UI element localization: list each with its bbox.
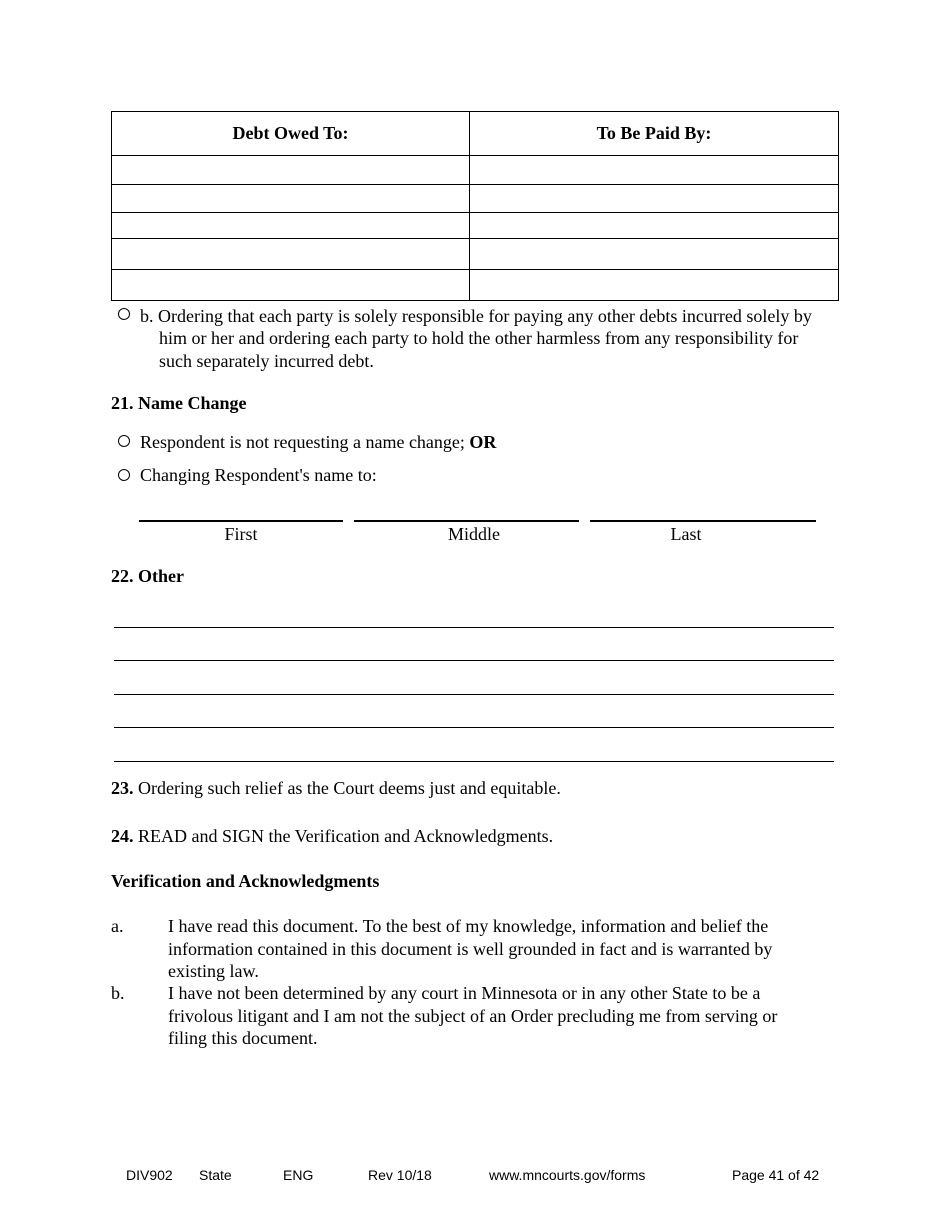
option-b-text-cont: such separately incurred debt. — [159, 351, 374, 371]
verification-item-marker: b. — [111, 983, 125, 1003]
to-be-paid-by-cell[interactable] — [470, 213, 839, 239]
to-be-paid-by-header: To Be Paid By: — [470, 112, 839, 156]
footer-form-id: DIV902 — [126, 1167, 173, 1183]
footer-jurisdiction: State — [199, 1167, 232, 1183]
debt-table — [111, 111, 839, 301]
debt-owed-to-cell[interactable] — [112, 185, 470, 213]
other-line[interactable] — [114, 627, 834, 628]
section-24-text: READ and SIGN the Verification and Acknowledgments. — [138, 826, 554, 846]
debt-owed-to-cell[interactable] — [112, 239, 470, 270]
verification-line: filing this document. — [168, 1028, 318, 1048]
last-name-line[interactable] — [590, 520, 816, 522]
verification-item-text — [168, 915, 772, 983]
to-be-paid-by-cell[interactable] — [470, 156, 839, 185]
other-line[interactable] — [114, 727, 834, 728]
to-be-paid-by-cell[interactable] — [470, 270, 839, 301]
verification-line: frivolous litigant and I am not the subject of an Order precluding me from serving or — [168, 1005, 778, 1026]
footer-revision: Rev 10/18 — [368, 1167, 432, 1183]
other-line[interactable] — [114, 694, 834, 695]
verification-item-text — [168, 982, 777, 1050]
debt-owed-to-cell[interactable] — [112, 213, 470, 239]
last-name-label: Last — [670, 524, 702, 544]
to-be-paid-by-cell[interactable] — [470, 185, 839, 213]
footer-url[interactable]: www.mncourts.gov/forms — [489, 1167, 646, 1183]
first-name-label: First — [224, 524, 258, 544]
change-name-label: Changing Respondent's name to: — [140, 465, 377, 485]
middle-name-label: Middle — [448, 524, 500, 544]
option-b-text-cont: him or her and ordering each party to hold the other harmless from any responsibility for — [159, 328, 799, 348]
section-23 — [111, 777, 561, 800]
verification-heading: Verification and Acknowledgments — [111, 871, 380, 891]
section-24-number: 24. — [111, 826, 134, 846]
or-label: OR — [469, 432, 497, 452]
section-23-number: 23. — [111, 778, 134, 798]
to-be-paid-by-cell[interactable] — [470, 239, 839, 270]
footer-page-number: Page 41 of 42 — [732, 1167, 820, 1183]
option-b-text: b. Ordering that each party is solely responsible for paying any other debts incurred solely by — [140, 306, 812, 326]
no-name-change-option — [140, 431, 496, 454]
section-22-heading: 22. Other — [111, 566, 184, 586]
verification-item-marker: a. — [111, 916, 124, 936]
debt-owed-to-cell[interactable] — [112, 270, 470, 301]
middle-name-line[interactable] — [354, 520, 579, 522]
other-line[interactable] — [114, 761, 834, 762]
verification-line: information contained in this document is well grounded in fact and is warranted by — [168, 938, 773, 959]
section-24 — [111, 825, 553, 848]
other-line[interactable] — [114, 660, 834, 661]
section-21-heading: 21. Name Change — [111, 393, 247, 413]
section-23-text: Ordering such relief as the Court deems just and equitable. — [138, 778, 561, 798]
verification-line: I have not been determined by any court in Minnesota or in any other State to be a — [168, 983, 761, 1003]
debt-owed-to-cell[interactable] — [112, 156, 470, 185]
verification-line: existing law. — [168, 961, 259, 981]
footer-language: ENG — [283, 1167, 314, 1183]
change-name-radio[interactable] — [118, 469, 130, 481]
first-name-line[interactable] — [139, 520, 343, 522]
no-name-change-radio[interactable] — [118, 435, 130, 447]
option-b-radio[interactable] — [118, 308, 130, 320]
no-name-change-label: Respondent is not requesting a name change; — [140, 432, 465, 452]
debt-owed-to-header: Debt Owed To: — [112, 112, 470, 156]
verification-line: I have read this document. To the best of my knowledge, information and belief the — [168, 916, 769, 936]
